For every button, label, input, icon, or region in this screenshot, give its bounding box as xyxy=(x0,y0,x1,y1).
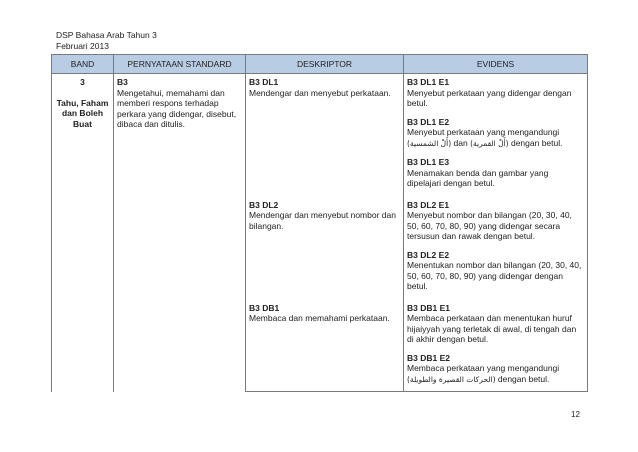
evidence-text: Membaca perkataan yang mengandungi xyxy=(407,363,560,373)
evidence-text: Menentukan nombor dan bilangan (20, 30, 40, 50, 60, 70, 80, 90) yang didengar dengan betul. xyxy=(407,260,582,291)
descriptor-cell xyxy=(246,300,404,392)
evidence-item xyxy=(407,200,584,242)
standard-text: Mengetahui, memahami dan memberi respons terhadap perkara yang didengar, disebut, dibaca dan ditulis. xyxy=(117,87,237,129)
arabic-term: (أَلْ الشمسية) xyxy=(407,138,452,148)
column-header-band: BAND xyxy=(52,55,114,74)
descriptor-cell xyxy=(246,197,404,300)
header-title: DSP Bahasa Arab Tahun 3 xyxy=(56,30,157,40)
descriptor-text: Mendengar dan menyebut nombor dan bilangan. xyxy=(249,210,396,231)
table-row xyxy=(52,74,588,197)
band-level: 3 xyxy=(80,77,85,87)
column-header-standard: PERNYATAAN STANDARD xyxy=(114,55,246,74)
evidence-item xyxy=(407,157,584,189)
evidence-cell xyxy=(404,197,588,300)
evidence-text: Menyebut perkataan yang didengar dengan betul. xyxy=(407,87,572,108)
evidence-text: Menyebut perkataan yang mengandungi xyxy=(407,127,560,137)
descriptor-cell xyxy=(246,74,404,197)
evidence-code: B3 DL1 E2 xyxy=(407,116,450,127)
standards-table xyxy=(51,54,588,392)
standard-code: B3 xyxy=(117,77,128,87)
document-header xyxy=(56,30,157,52)
descriptor-code: B3 DL1 xyxy=(249,77,279,87)
arabic-term: (الحركات القصيرة والطويلة) xyxy=(407,374,496,384)
header-date: Februari 2013 xyxy=(56,41,109,51)
band-cell xyxy=(52,74,114,392)
descriptor-text: Membaca dan memahami perkataan. xyxy=(249,313,390,323)
evidence-code: B3 DL2 E1 xyxy=(407,199,450,210)
evidence-cell xyxy=(404,300,588,392)
table-header-row xyxy=(52,55,588,74)
evidence-text: Menyebut nombor dan bilangan (20, 30, 40, 50, 60, 70, 80, 90) yang didengar secara tersusun dan rawak dengan betul. xyxy=(407,210,572,241)
evidence-text: Membaca perkataan dan menentukan huruf hijaiyyah yang terletak di awal, di tengah dan di akhir dengan betul. xyxy=(407,313,577,344)
evidence-code: B3 DL2 E2 xyxy=(407,249,450,260)
band-name: Tahu, Faham dan Boleh Buat xyxy=(56,97,109,129)
descriptor-text: Mendengar dan menyebut perkataan. xyxy=(249,87,391,98)
evidence-item xyxy=(407,250,584,292)
evidence-code: B3 DL1 E1 xyxy=(407,77,450,87)
evidence-code: B3 DL1 E3 xyxy=(407,157,450,167)
descriptor-code: B3 DB1 xyxy=(249,302,280,313)
column-header-evidence: EVIDENS xyxy=(404,55,588,74)
arabic-term: (أَلْ القمرية) xyxy=(470,138,509,148)
evidence-tail: dengan betul. xyxy=(510,137,563,148)
evidence-cell xyxy=(404,74,588,197)
evidence-item xyxy=(407,303,584,345)
evidence-arabic-line xyxy=(407,374,584,386)
evidence-code: B3 DB1 E2 xyxy=(407,352,450,363)
evidence-tail: dengan betul. xyxy=(497,373,550,384)
connector-text: dan xyxy=(453,137,468,148)
descriptor-code: B3 DL2 xyxy=(249,199,279,210)
evidence-code: B3 DB1 E1 xyxy=(407,302,450,313)
column-header-descriptor: DESKRIPTOR xyxy=(246,55,404,74)
evidence-item xyxy=(407,117,584,150)
evidence-arabic-line xyxy=(407,138,584,150)
evidence-item xyxy=(407,353,584,386)
page-number: 12 xyxy=(571,410,580,419)
standard-cell xyxy=(114,74,246,392)
evidence-text: Menamakan benda dan gambar yang dipelajari dengan betul. xyxy=(407,167,549,188)
evidence-item xyxy=(407,77,584,109)
